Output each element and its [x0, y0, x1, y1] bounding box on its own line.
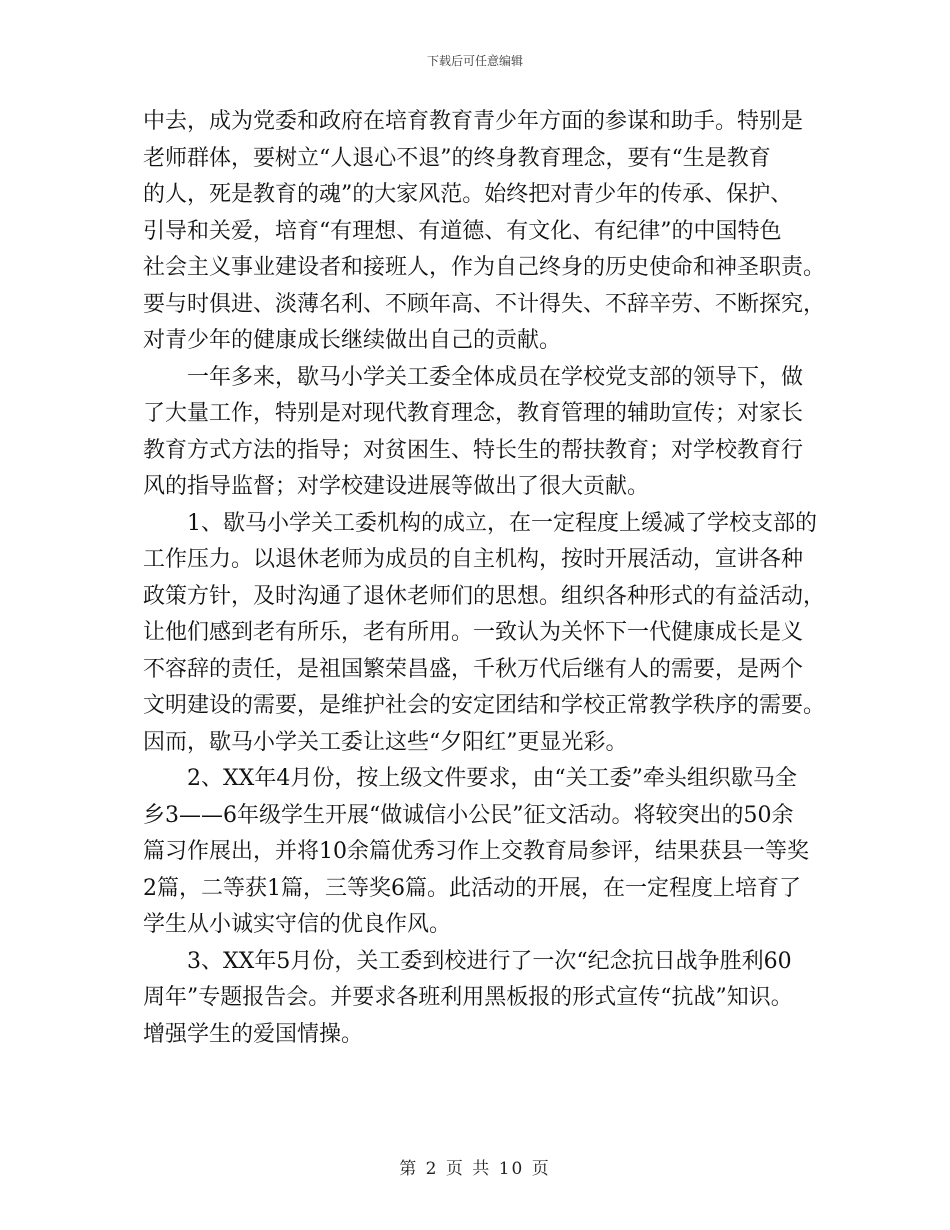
paragraph-5: [143, 944, 813, 1054]
text-line: 2篇，二等获1篇，三等奖6篇。此活动的开展，在一定程度上培育了: [143, 875, 801, 901]
text-line: 教育方式方法的指导；对贫困生、特长生的帮扶教育；对学校教育行: [143, 437, 804, 463]
text-line: 因而，歇马小学关工委让这些“夕阳红”更显光彩。: [143, 729, 628, 755]
text-line: 1、歇马小学关工委机构的成立，在一定程度上缓减了学校支部的: [187, 510, 817, 536]
text-line: 文明建设的需要，是维护社会的安定团结和学校正常教学秩序的需要。: [143, 693, 826, 718]
text-line: 增强学生的爱国情操。: [143, 1021, 364, 1047]
page-header: 下载后可任意编辑: [426, 54, 523, 68]
paragraph-3: [143, 506, 826, 762]
page-number-footer: 第 2 页 共 10 页: [399, 1159, 551, 1179]
text-line: 社会主义事业建设者和接班人，作为自己终身的历史使命和神圣职责。: [143, 255, 826, 280]
text-line: 对青少年的健康成长继续做出自己的贡献。: [143, 328, 562, 353]
text-line: 乡3——6年级学生开展“做诚信小公民”征文活动。将较突出的50余: [143, 802, 794, 828]
text-line: 一年多来，歇马小学关工委全体成员在学校党支部的领导下，做: [187, 364, 804, 390]
text-line: 老师群体，要树立“人退心不退”的终身教育理念，要有“生是教育: [143, 145, 771, 171]
paragraph-2: [143, 360, 813, 506]
text-line: 中去，成为党委和政府在培育教育青少年方面的参谋和助手。特别是: [143, 109, 804, 134]
text-line: 要与时俱进、淡薄名利、不顾年高、不计得失、不辞辛劳、不断探究，: [143, 291, 826, 317]
text-line: 引导和关爱，培育“有理想、有道德、有文化、有纪律”的中国特色: [143, 218, 782, 244]
paragraph-4: [143, 761, 813, 944]
text-line: 了大量工作，特别是对现代教育理念，教育管理的辅助宣传；对家长: [143, 401, 804, 426]
paragraph-1: [143, 104, 826, 360]
text-line: 学生从小诚实守信的优良作风。: [143, 912, 452, 937]
text-line: 工作压力。以退休老师为成员的自主机构，按时开展活动，宣讲各种: [143, 547, 804, 572]
text-line: 风的指导监督；对学校建设进展等做出了很大贡献。: [143, 474, 650, 499]
document-body: [143, 104, 826, 1053]
text-line: 不容辞的责任，是祖国繁荣昌盛，千秋万代后继有人的需要，是两个: [143, 656, 804, 682]
text-line: 的人，死是教育的魂”的大家风范。始终把对青少年的传承、保护、: [143, 182, 793, 207]
text-line: 3、XX年5月份，关工委到校进行了一次“纪念抗日战争胜利60: [187, 948, 792, 974]
text-line: 2、XX年4月份，按上级文件要求，由“关工委”牵头组织歇马全: [187, 766, 797, 791]
text-line: 让他们感到老有所乐，老有所用。一致认为关怀下一代健康成长是义: [143, 620, 804, 645]
text-line: 周年”专题报告会。并要求各班利用黑板报的形式宣传“抗战”知识。: [143, 985, 793, 1010]
text-line: 政策方针，及时沟通了退休老师们的思想。组织各种形式的有益活动，: [143, 583, 826, 609]
text-line: 篇习作展出，并将10余篇优秀习作上交教育局参评，结果获县一等奖: [143, 839, 809, 864]
